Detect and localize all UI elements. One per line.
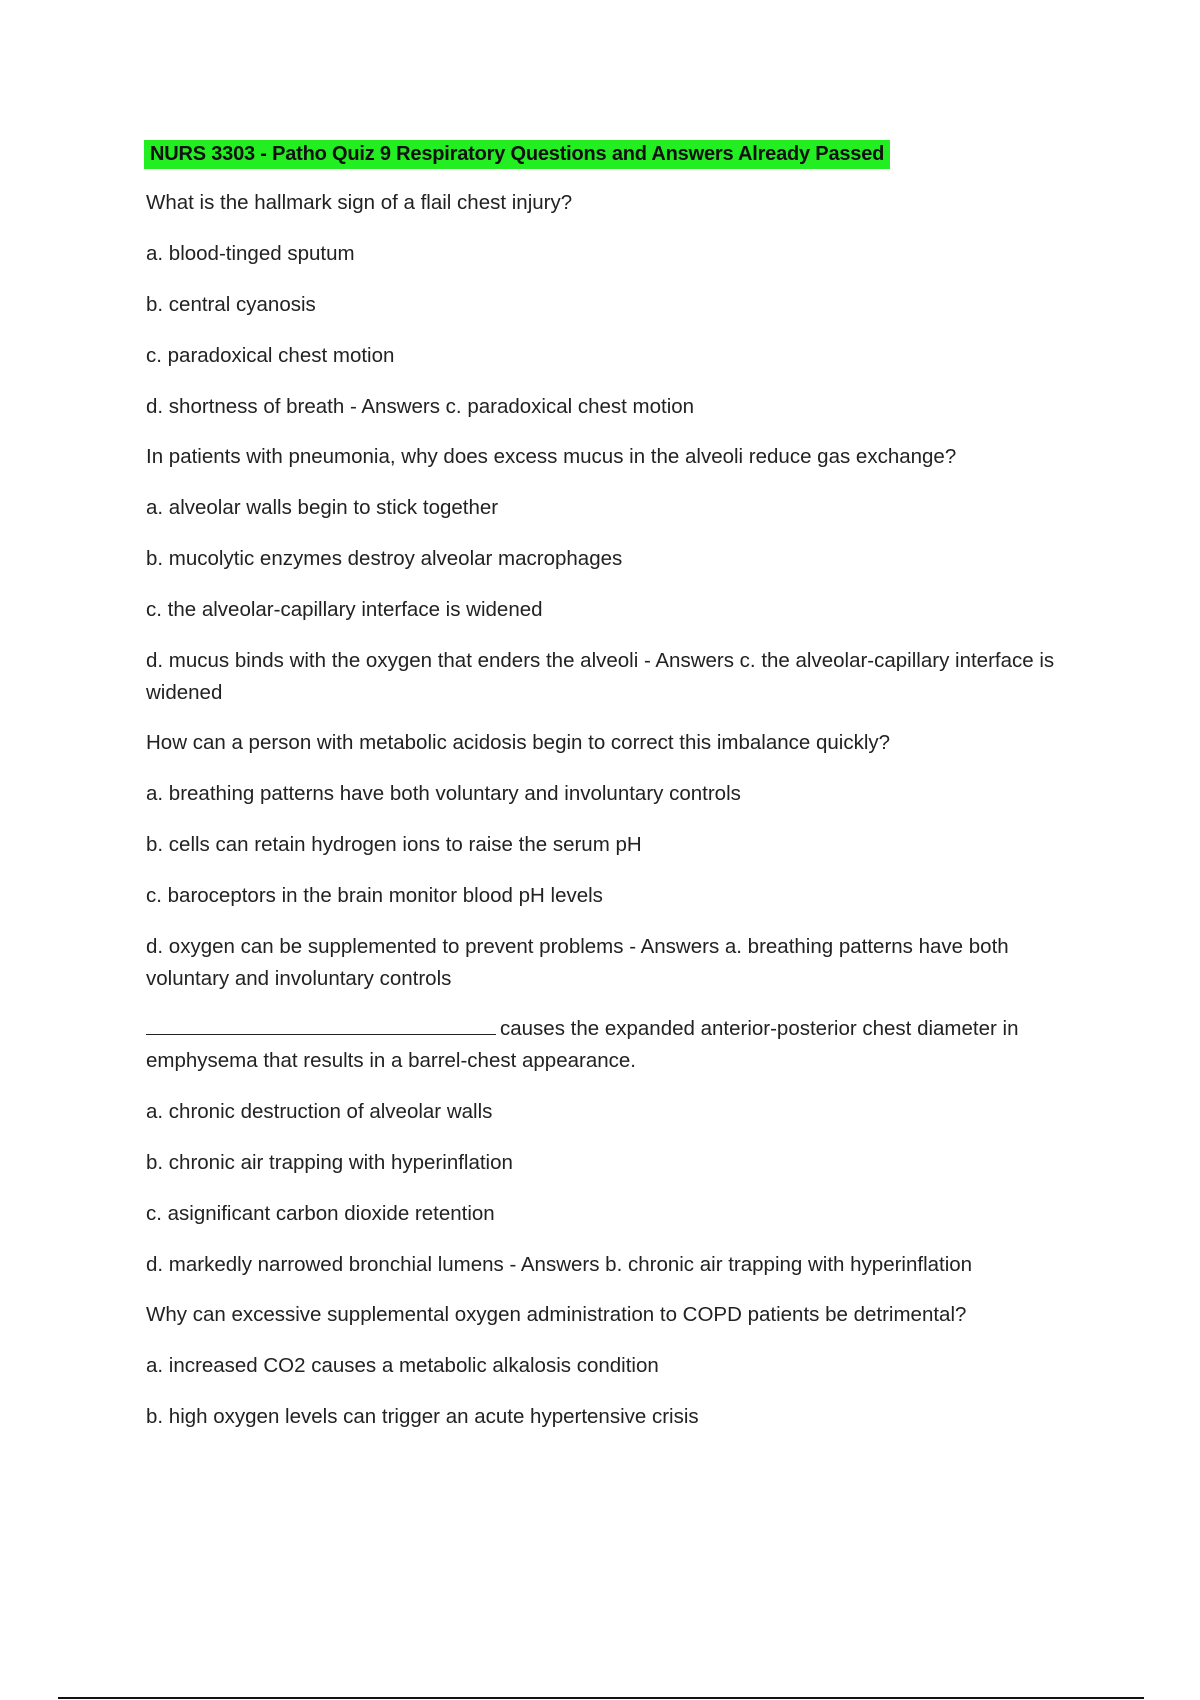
question-prompt — [146, 1013, 1086, 1077]
answer-option: d. mucus binds with the oxygen that enders the alveoli - Answers c. the alveolar-capillary interface is widened — [146, 649, 1055, 704]
answer-option: d. shortness of breath - Answers c. paradoxical chest motion — [146, 395, 695, 418]
answer-option: a. alveolar walls begin to stick together — [146, 496, 499, 519]
footer-divider — [58, 1697, 1144, 1699]
fill-in-blank-line — [146, 1014, 496, 1035]
document-page — [146, 140, 1086, 1433]
answer-option: b. high oxygen levels can trigger an acute hypertensive crisis — [146, 1405, 699, 1428]
answer-option: a. chronic destruction of alveolar walls — [146, 1100, 493, 1123]
answer-option: d. markedly narrowed bronchial lumens - Answers b. chronic air trapping with hyperinflation — [146, 1253, 973, 1276]
answer-option: c. baroceptors in the brain monitor blood pH levels — [146, 884, 603, 907]
question-prompt-text: causes the expanded anterior-posterior chest diameter in emphysema that results in a barrel-chest appearance. — [146, 1017, 1019, 1072]
answer-option: c. asignificant carbon dioxide retention — [146, 1202, 495, 1225]
answer-option: a. increased CO2 causes a metabolic alkalosis condition — [146, 1354, 659, 1377]
answer-option: a. blood-tinged sputum — [146, 242, 355, 265]
question-prompt: In patients with pneumonia, why does excess mucus in the alveoli reduce gas exchange? — [146, 445, 957, 468]
answer-option: b. cells can retain hydrogen ions to raise the serum pH — [146, 833, 642, 856]
answer-option: c. paradoxical chest motion — [146, 344, 395, 367]
question-prompt: What is the hallmark sign of a flail chest injury? — [146, 191, 573, 214]
question-prompt: How can a person with metabolic acidosis begin to correct this imbalance quickly? — [146, 731, 891, 754]
answer-option: c. the alveolar-capillary interface is widened — [146, 598, 543, 621]
answer-option: b. chronic air trapping with hyperinflation — [146, 1151, 513, 1174]
question-prompt: Why can excessive supplemental oxygen administration to COPD patients be detrimental? — [146, 1303, 967, 1326]
answer-option: b. central cyanosis — [146, 293, 316, 316]
document-title: NURS 3303 - Patho Quiz 9 Respiratory Questions and Answers Already Passed — [144, 140, 890, 169]
answer-option: a. breathing patterns have both voluntary and involuntary controls — [146, 782, 741, 805]
answer-option: b. mucolytic enzymes destroy alveolar macrophages — [146, 547, 623, 570]
answer-option: d. oxygen can be supplemented to prevent problems - Answers a. breathing patterns have both voluntary and involuntary controls — [146, 935, 1009, 990]
